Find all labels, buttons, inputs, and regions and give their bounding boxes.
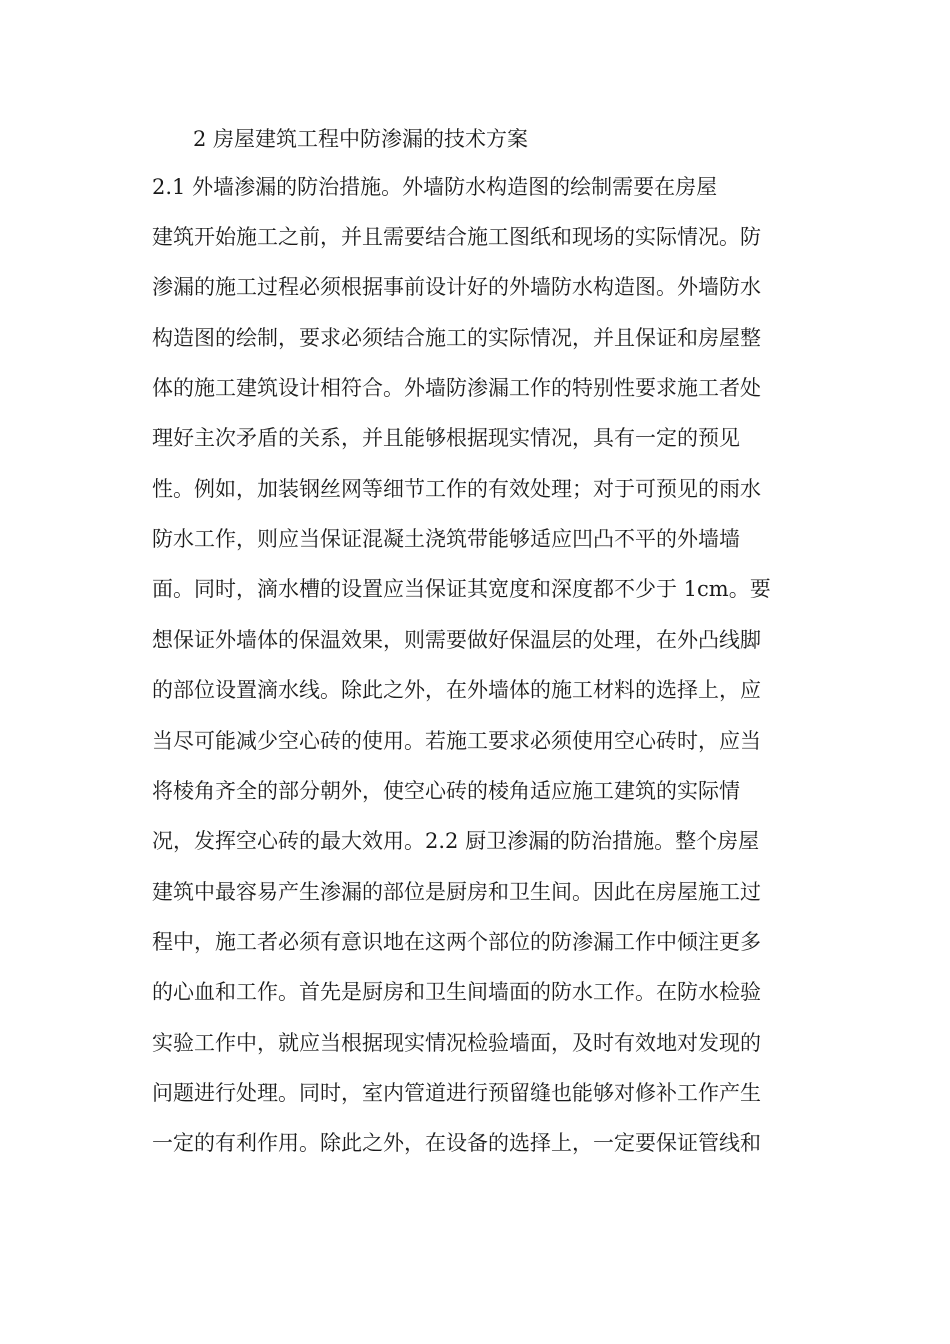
paragraph-line: 渗漏的施工过程必须根据事前设计好的外墙防水构造图。外墙防水 xyxy=(152,275,761,299)
paragraph-line: 建筑开始施工之前，并且需要结合施工图纸和现场的实际情况。防 xyxy=(152,225,761,249)
paragraph-line: 一定的有利作用。除此之外，在设备的选择上，一定要保证管线和 xyxy=(152,1131,761,1155)
paragraph-line: 的部位设置滴水线。除此之外，在外墙体的施工材料的选择上，应 xyxy=(152,678,761,702)
paragraph-line: 面。同时，滴水槽的设置应当保证其宽度和深度都不少于 1cm。要 xyxy=(152,577,771,601)
section-heading: 2 房屋建筑工程中防渗漏的技术方案 xyxy=(193,127,529,151)
paragraph-line: 想保证外墙体的保温效果，则需要做好保温层的处理，在外凸线脚 xyxy=(152,628,761,652)
paragraph-line: 况，发挥空心砖的最大效用。2.2 厨卫渗漏的防治措施。整个房屋 xyxy=(152,829,760,853)
paragraph-line: 问题进行处理。同时，室内管道进行预留缝也能够对修补工作产生 xyxy=(152,1081,761,1105)
paragraph-line: 建筑中最容易产生渗漏的部位是厨房和卫生间。因此在房屋施工过 xyxy=(152,880,761,904)
paragraph-line: 体的施工建筑设计相符合。外墙防渗漏工作的特别性要求施工者处 xyxy=(152,376,761,400)
paragraph-line: 实验工作中，就应当根据现实情况检验墙面，及时有效地对发现的 xyxy=(152,1031,761,1055)
paragraph-line: 2.1 外墙渗漏的防治措施。外墙防水构造图的绘制需要在房屋 xyxy=(152,175,718,199)
paragraph-line: 将棱角齐全的部分朝外，使空心砖的棱角适应施工建筑的实际情 xyxy=(152,779,740,803)
paragraph-line: 性。例如，加装钢丝网等细节工作的有效处理；对于可预见的雨水 xyxy=(152,477,761,501)
paragraph-line: 理好主次矛盾的关系，并且能够根据现实情况，具有一定的预见 xyxy=(152,426,740,450)
paragraph-line: 防水工作，则应当保证混凝土浇筑带能够适应凹凸不平的外墙墙 xyxy=(152,527,740,551)
paragraph-line: 的心血和工作。首先是厨房和卫生间墙面的防水工作。在防水检验 xyxy=(152,980,761,1004)
paragraph-line: 构造图的绘制，要求必须结合施工的实际情况，并且保证和房屋整 xyxy=(152,326,761,350)
paragraph-line: 当尽可能减少空心砖的使用。若施工要求必须使用空心砖时，应当 xyxy=(152,729,761,753)
paragraph-line: 程中，施工者必须有意识地在这两个部位的防渗漏工作中倾注更多 xyxy=(152,930,761,954)
